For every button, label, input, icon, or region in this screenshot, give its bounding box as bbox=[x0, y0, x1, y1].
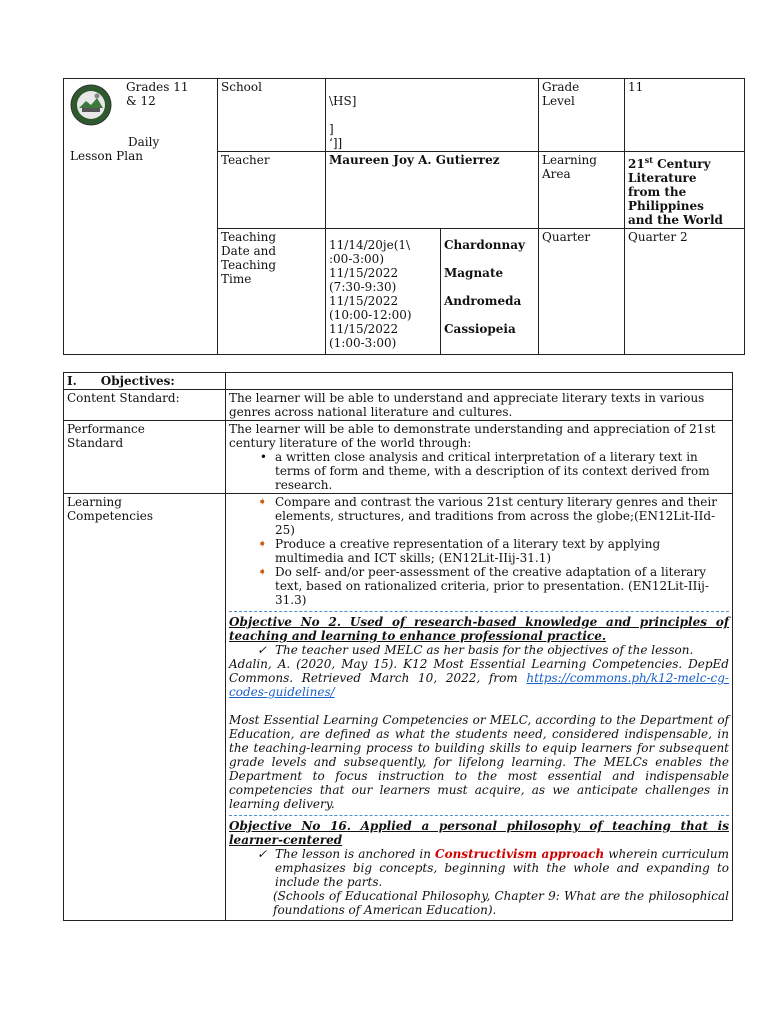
section-divider bbox=[229, 611, 729, 612]
learning-competencies-label: Learning Competencies bbox=[64, 494, 226, 921]
content-standard-text: The learner will be able to understand and appreciate literary texts in various genres across national literature and cultures. bbox=[226, 390, 733, 421]
content-standard-label: Content Standard: bbox=[64, 390, 226, 421]
teacher-label: Teacher bbox=[218, 152, 326, 229]
grade-level-value: 11 bbox=[625, 79, 745, 152]
learning-area-value: 21st Century Literature from the Philippines and the World bbox=[625, 152, 745, 229]
grade-level-label: Grade Level bbox=[539, 79, 625, 152]
daily-lesson-plan-label: Daily Lesson Plan bbox=[70, 135, 160, 163]
arrow-bullet-icon: ➧ bbox=[257, 495, 267, 508]
school-value: \HS] ] ‘]] bbox=[326, 79, 539, 152]
checkmark-icon: ✓ bbox=[256, 847, 267, 861]
performance-standard-label: Performance Standard bbox=[64, 421, 226, 494]
teacher-value: Maureen Joy A. Gutierrez bbox=[326, 152, 539, 229]
objective-16-title: Objective No 16. Applied a personal philosophy of teaching that is learner-centered bbox=[229, 819, 729, 847]
competency-item: ➧ Produce a creative representation of a literary text by applying multimedia and ICT skills; (EN12Lit-IIij-31.1) bbox=[229, 537, 729, 565]
objective-16-reference: (Schools of Educational Philosophy, Chapter 9: What are the philosophical foundations of American Education). bbox=[273, 889, 729, 917]
arrow-bullet-icon: ➧ bbox=[257, 537, 267, 550]
school-label: School bbox=[218, 79, 326, 152]
section-divider bbox=[229, 815, 729, 816]
constructivism-highlight: Constructivism approach bbox=[435, 847, 605, 861]
objectives-heading: I. Objectives: bbox=[64, 373, 226, 390]
objective-2-citation: Adalin, A. (2020, May 15). K12 Most Essential Learning Competencies. DepEd Commons. Retrieved March 10, 2022, from https://commons.ph/k12-melc-cg-codes-guidelines/ bbox=[229, 657, 729, 699]
performance-bullet: • a written close analysis and critical interpretation of a literary text in terms of form and theme, with a description of its context derived from research. bbox=[229, 450, 729, 492]
grades-label: Grades 11 & 12 bbox=[126, 80, 189, 108]
objective-2-check-item: ✓ The teacher used MELC as her basis for the objectives of the lesson. bbox=[229, 643, 729, 657]
arrow-bullet-icon: ➧ bbox=[257, 565, 267, 578]
school-logo-cell bbox=[64, 79, 218, 355]
quarter-value: Quarter 2 bbox=[625, 229, 745, 355]
learning-competencies-cell bbox=[226, 494, 733, 921]
bullet-icon: • bbox=[259, 450, 267, 464]
teaching-date-label: Teaching Date and Teaching Time bbox=[218, 229, 326, 355]
checkmark-icon: ✓ bbox=[256, 643, 267, 657]
objective-2-title: Objective No 2. Used of research-based knowledge and principles of teaching and learning to enhance professional practice. bbox=[229, 615, 729, 643]
header-table bbox=[63, 78, 745, 355]
competency-item: ➧ Do self- and/or peer-assessment of the creative adaptation of a literary text, based on rationalized criteria, prior to presentation. (EN12Lit-IIij-31.3) bbox=[229, 565, 729, 607]
learning-area-label: Learning Area bbox=[539, 152, 625, 229]
competency-item: ➧ Compare and contrast the various 21st century literary genres and their elements, structures, and traditions from across the globe;(EN12Lit-IId-25) bbox=[229, 495, 729, 537]
schedule-sections: Chardonnay Magnate Andromeda Cassiopeia bbox=[441, 229, 539, 355]
objective-2-paragraph: Most Essential Learning Competencies or MELC, according to the Department of Education, are defined as what the students need, considered indispensable, in the teaching-learning process to building skills to equip learners for subsequent grade levels and subsequently, for lifelong learning. The MELCs enables the Department to focus instruction to the most essential and indispensable competencies that our learners must acquire, as we anticipate challenges in learning delivery. bbox=[229, 713, 729, 811]
school-seal-icon bbox=[70, 84, 112, 126]
objectives-table bbox=[63, 372, 733, 921]
melc-reference-link[interactable]: https://commons.ph/k12-melc-cg-codes-guidelines/ bbox=[229, 671, 729, 699]
objective-16-check-item: ✓ The lesson is anchored in Constructivism approach wherein curriculum emphasizes big concepts, beginning with the whole and expanding to include the parts. bbox=[229, 847, 729, 889]
quarter-label: Quarter bbox=[539, 229, 625, 355]
schedule-dates: 11/14/20je(1\ :00-3:00) 11/15/2022 (7:30-9:30) 11/15/2022 (10:00-12:00) 11/15/2022 (1:00-3:00) bbox=[326, 229, 441, 355]
performance-standard-text: The learner will be able to demonstrate understanding and appreciation of 21st century literature of the world through: • a written close analysis and critical interpretation of a literary text in terms of form and theme, with a description of its context derived from research. bbox=[226, 421, 733, 494]
